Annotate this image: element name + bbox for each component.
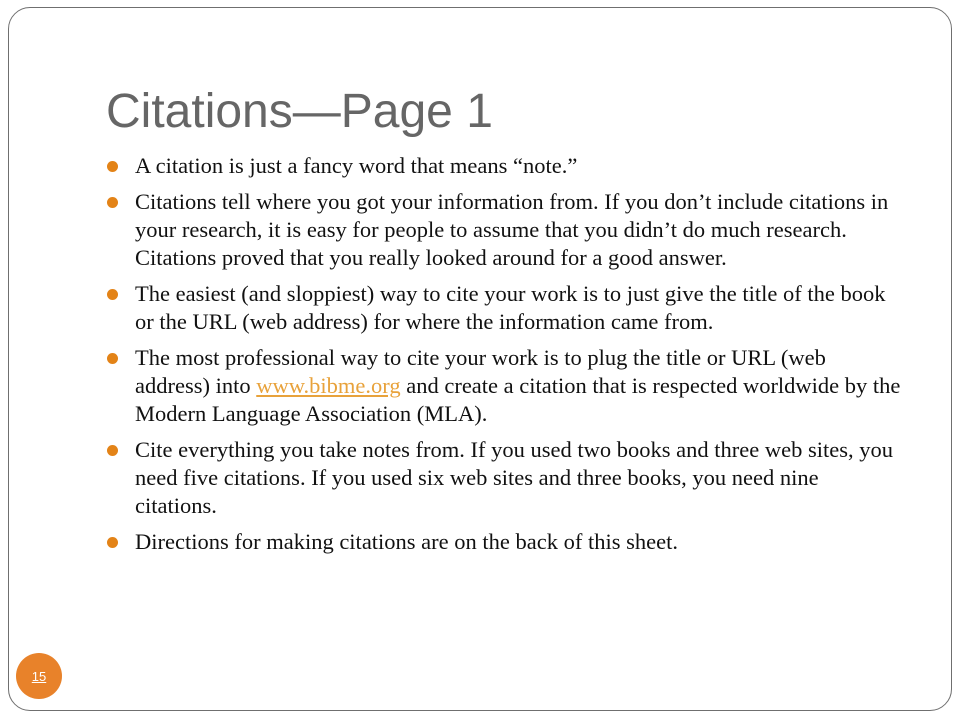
bullet-dot-icon xyxy=(107,161,118,172)
bullet-item xyxy=(104,152,904,180)
bullet-item xyxy=(104,436,904,520)
page-number-badge[interactable] xyxy=(16,653,62,699)
bullet-text: Cite everything you take notes from. If you used two books and three web sites, you need five citations. If you used six web sites and three books, you need nine citations. xyxy=(135,437,893,518)
bullet-dot-icon xyxy=(107,197,118,208)
bullet-item xyxy=(104,280,904,336)
bullet-text-after-link: and create a citation that is respected worldwide by the Modern Language Association (MLA). xyxy=(135,373,901,426)
bullet-dot-icon xyxy=(107,289,118,300)
bullet-text: Citations tell where you got your information from. If you don’t include citations in your research, it is easy for people to assume that you didn’t do much research. Citations proved that you really looked around for a good answer. xyxy=(135,189,889,270)
slide-title: Citations—Page 1 xyxy=(106,85,493,138)
bibme-link[interactable]: www.bibme.org xyxy=(256,373,401,398)
bullet-dot-icon xyxy=(107,445,118,456)
page-number: 15 xyxy=(31,668,47,684)
bullet-text: Directions for making citations are on the back of this sheet. xyxy=(135,529,678,554)
bullet-item xyxy=(104,188,904,272)
bullet-item xyxy=(104,528,904,556)
bullet-text-before-link: The most professional way to cite your work is to plug the title or URL (web address) into xyxy=(135,345,826,398)
bullet-list xyxy=(104,152,904,564)
bullet-text: A citation is just a fancy word that means “note.” xyxy=(135,153,578,178)
bullet-dot-icon xyxy=(107,537,118,548)
bullet-item xyxy=(104,344,904,428)
bullet-text: The easiest (and sloppiest) way to cite your work is to just give the title of the book or the URL (web address) for where the information came from. xyxy=(135,281,886,334)
bullet-dot-icon xyxy=(107,353,118,364)
